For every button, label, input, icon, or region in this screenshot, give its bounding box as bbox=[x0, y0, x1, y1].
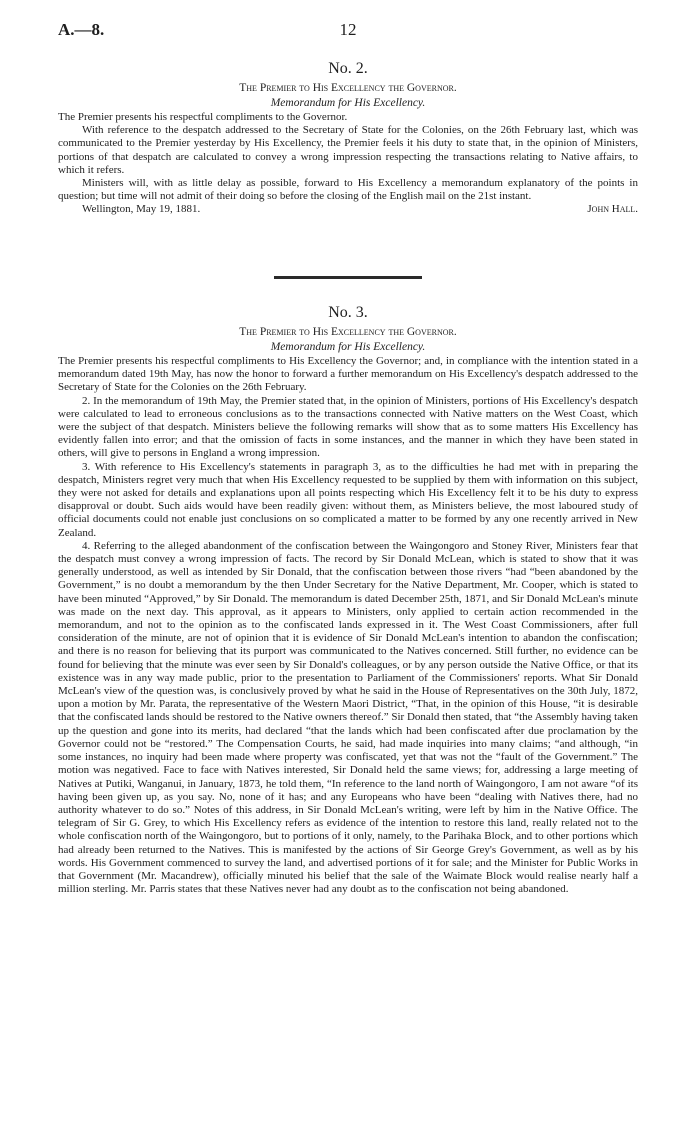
section-no-3 bbox=[58, 304, 638, 896]
section-no-2 bbox=[58, 60, 638, 217]
page-number: 12 bbox=[339, 20, 357, 39]
page-header bbox=[58, 20, 638, 44]
section-heading: The Premier to His Excellency the Governor. bbox=[239, 326, 457, 338]
signature-row bbox=[58, 203, 638, 216]
section-body bbox=[58, 355, 638, 896]
signature: John Hall. bbox=[587, 203, 638, 216]
place-date: Wellington, May 19, 1881. bbox=[82, 203, 201, 216]
paragraph: The Premier presents his respectful compliments to His Excellency the Governor; and, in compliance with the intention stated in a memorandum dated 19th May, has now the honor to forward a further memorandum on His Excellency's despatch addressed to the Secretary of State for the Colonies on the 26th February. bbox=[58, 355, 638, 394]
section-divider bbox=[58, 276, 638, 279]
section-heading: The Premier to His Excellency the Governor. bbox=[239, 82, 457, 94]
section-body bbox=[58, 111, 638, 203]
section-subheading: Memorandum for His Excellency. bbox=[270, 341, 426, 353]
section-number: No. 2. bbox=[328, 60, 368, 77]
paragraph: 2. In the memorandum of 19th May, the Premier stated that, in the opinion of Ministers, portions of His Excellency's despatch were calculated to lead to erroneous conclusions as to the transactions connected with Native matters on the West Coast, which were the subject of that despatch. Ministers believe the following remarks will show that as to some matters His Excellency has evidently fallen into error; and that the omission of facts in some instances, and the manner in which they have been stated in others, will give to persons in England a wrong impression. bbox=[58, 394, 638, 460]
paragraph: The Premier presents his respectful compliments to the Governor. bbox=[58, 111, 348, 123]
document-reference: A.—8. bbox=[58, 20, 105, 39]
divider-rule bbox=[274, 276, 422, 279]
paragraph: 4. Referring to the alleged abandonment of the confiscation between the Waingongoro and Stoney River, Ministers fear that the despatch must convey a wrong impression of facts. The record by Sir Donald McLean, which is stated to show that it was generally understood, as well as intended by Sir Donald, that the confiscation between those rivers “had “been abandoned by the Government,” is no doubt a memorandum by the then Under Secretary for the Native Department, Mr. Cooper, which is stated to have been minuted “Approved,” by Sir Donald. The memorandum is dated December 25th, 1871, and Sir Donald McLean's minute was made on the next day. This approval, as it appears to Ministers, only applied to certain action recommended in the memorandum, and not to the opinion as to the confiscated lands expressed in it. The West Coast Commissioners, after full consideration of the minute, are not of opinion that it is evidence of Sir Donald McLean's intention to abandon the confiscation; and there is no reason for believing that its purport was communicated to the Natives concerned. Still further, no evidence can be found for believing that the minute was ever seen by Sir Donald's colleagues, or by any person outside the Native Office, or that its existence was in any way made public, prior to the presentation to Parliament of the Commissioners' reports. What Sir Donald McLean's view of the question was, is conclusively proved by what he said in the House of Representatives on the 30th July, 1872, upon a motion by Mr. Parata, the representative of the Western Maori District, “That, in the opinion of this House, “it is desirable that the confiscated lands should be restored to the Native owners thereof.” Sir Donald then stated, that “the Assembly having taken up the question and gone into its merits, had declared “that the lands which had been confiscated after due proclamation by the Governor could not be “restored.” The Compensation Courts, he said, had made inquiries into many claims; “and although, “in some instances, no inquiry had been made where property was confiscated, yet that was not the “fault of the Government.” The motion was negatived. Face to face with Natives interested, Sir Donald held the same views; for, addressing a large meeting of Natives at Putiki, Wanganui, in January, 1873, he told them, “In reference to the land north of Waingongoro, I am not aware “of its having been given up, as you say. No, none of it has; and any Europeans who have been “dealing with Natives there, had no authority whatever to do so.” Notes of this address, in Sir Donald McLean's writing, were left by him in the Native Office. The telegram of Sir G. Grey, to which His Excellency refers as evidence of the intention to restore this land, really related not to the whole confiscation north of the Waingongoro, but to portions of it only, namely, to the Parihaka Block, and to other portions which had already been returned to the Natives. This is manifested by the actions of Sir George Grey's Government, as well as by his words. His Government commenced to survey the land, and advertised portions of it for sale; and the Minister for Public Works in that Government (Mr. Macandrew), officially minuted his belief that the sale of the Waimate Block would realise nearly half a million sterling. Mr. Parris states that these Natives never had any doubt as to the confiscation not being abandoned. bbox=[58, 539, 638, 896]
section-subheading: Memorandum for His Excellency. bbox=[270, 97, 426, 109]
paragraph: With reference to the despatch addressed to the Secretary of State for the Colonies, on the 26th February last, which was communicated to the Premier yesterday by His Excellency, the Premier feels it his duty to state that, in the opinion of Ministers, portions of that despatch are calculated to convey a wrong impression respecting the transactions relating to Native affairs, to which it refers. bbox=[58, 124, 638, 176]
paragraph: 3. With reference to His Excellency's statements in paragraph 3, as to the difficulties he had met with in preparing the despatch, Ministers regret very much that when His Excellency requested to be supplied by them with information on this subject, they were not asked for details and explanations upon all points respecting which His Excellency felt it to be his duty to express disapproval or doubt. Such aids would have been readily given: without them, as Ministers believe, the most laboured study of official documents could not enable just conclusions on so complicated a matter to be formed by any one recently arrived in New Zealand. bbox=[58, 460, 638, 539]
section-number: No. 3. bbox=[328, 304, 368, 321]
paragraph: Ministers will, with as little delay as possible, forward to His Excellency a memorandum explanatory of the points in question; but time will not admit of their doing so before the closing of the English mail on the 21st instant. bbox=[58, 177, 638, 203]
